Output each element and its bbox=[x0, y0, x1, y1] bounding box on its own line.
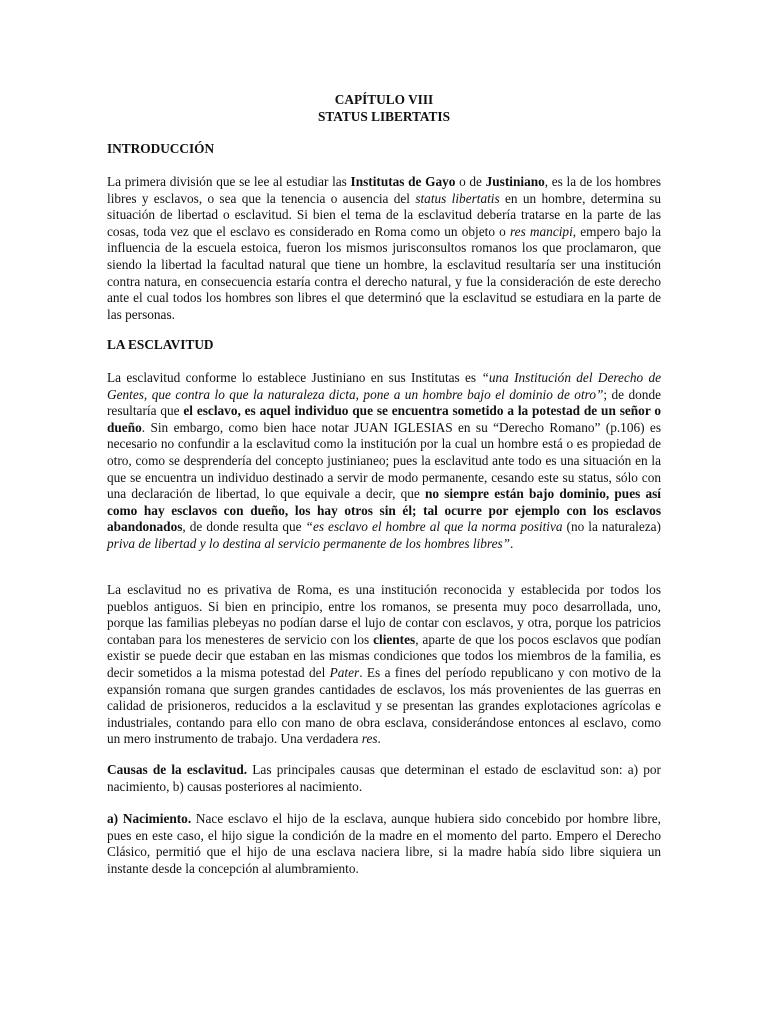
text-run: , de donde resulta que bbox=[182, 519, 306, 535]
section-heading-introduccion: INTRODUCCIÓN bbox=[107, 141, 215, 156]
bold-text-run: Institutas de Gayo bbox=[350, 174, 456, 189]
text-run: , es la de los hombres libres y esclavos, o sea que la tenencia o ausencia del bbox=[107, 174, 661, 206]
italic-text-run: res mancipi bbox=[510, 223, 573, 239]
paragraph-esclavitud-historia bbox=[107, 582, 661, 748]
chapter-subtitle: STATUS LIBERTATIS bbox=[318, 109, 450, 124]
italic-text-run: “es esclavo el hombre al que la norma positiva bbox=[305, 519, 563, 535]
italic-text-run: status libertatis bbox=[415, 190, 500, 206]
italic-text-run: “una Institución del Derecho de Gentes, que contra lo que la naturaleza dicta, pone a un hombre bajo el dominio de otro” bbox=[107, 370, 662, 402]
italic-text-run: Pater bbox=[329, 664, 360, 680]
text-run: ; de donde resultaría que bbox=[107, 386, 662, 419]
text-run: La primera división que se lee al estudiar las bbox=[107, 174, 351, 189]
italic-text-run: priva de libertad y lo destina al servicio permanente de los hombres libres” bbox=[107, 535, 511, 551]
paragraph-esclavitud-definicion bbox=[107, 370, 661, 553]
bold-text-run: el esclavo, es aquel individuo que se encuentra sometido a la potestad de un señor o dueño bbox=[107, 403, 661, 435]
text-run: La esclavitud conforme lo establece Justiniano en sus Institutas es bbox=[107, 370, 482, 385]
italic-text-run: res bbox=[361, 731, 378, 747]
text-run: . bbox=[377, 731, 381, 747]
text-run: en un hombre, determina su situación de libertad o esclavitud. Si bien el tema de la esclavitud debería tratarse en la parte de las cosas, toda vez que el esclavo es considerado en Roma como un objeto o bbox=[107, 190, 661, 239]
bold-text-run: Justiniano bbox=[485, 174, 545, 189]
paragraph-causas bbox=[107, 762, 661, 795]
chapter-title: CAPÍTULO VIII bbox=[334, 92, 434, 107]
text-run: . Es a fines del período republicano y con motivo de la expansión romana que surgen grandes cantidades de esclavos, los más provenientes de las guerras en calidad de prisioneros, reducidos a la esclavitud y se presentan las grandes explotaciones agrícolas e industriales, contando para ello con mano de obra esclava, considerándose entonces al esclavo, como un mero instrumento de trabajo. Una verdadera bbox=[107, 664, 661, 747]
text-run: Nace esclavo el hijo de la esclava, aunque hubiera sido concebido por hombre libre, pues en este caso, el hijo sigue la condición de la madre en el momento del parto. Empero el Derecho Clásico, permitió que el hijo de una esclava naciera libre, si la madre había sido libre siquiera un instante desde la concepción al alumbramiento. bbox=[107, 811, 661, 876]
text-run: . bbox=[510, 535, 514, 551]
paragraph-nacimiento bbox=[107, 811, 661, 877]
paragraph-introduccion bbox=[107, 174, 661, 323]
text-run: , empero bajo la influencia de la escuela estoica, fueron los mismos jurisconsultos romanos los que proclamaron, que siendo la libertad la facultad natural que tiene un hombre, la esclavitud resultaría ser una institución contra natura, en consecuencia estaría contra el derecho natural, y fue la consideración de este derecho ante el cual todos los hombres son libres el que determinó que la esclavitud se estudiara en la parte de las personas. bbox=[107, 223, 662, 322]
bold-text-run: clientes bbox=[373, 631, 416, 647]
text-run: La esclavitud no es privativa de Roma, es una institución reconocida y establecida por todos los pueblos antiguos. Si bien en principio, entre los romanos, se presenta muy poco desarrollada, uno, porque las familias plebeyas no podían darse el lujo de contar con esclavos, y otra, porque los patricios contaban para los menesteres de servicio con los bbox=[107, 582, 661, 647]
text-run: , aparte de que los pocos esclavos que podían existir se puede decir que estaban en las mismas condiciones que todos los miembros de la familia, es decir sometidos a la misma potestad del bbox=[107, 631, 661, 680]
bold-text-run: Causas de la esclavitud. bbox=[107, 762, 248, 777]
text-run: o de bbox=[455, 174, 486, 189]
text-run: . Sin embargo, como bien hace notar JUAN IGLESIAS en su “Derecho Romano” (p.106) es necesario no confundir a la esclavitud como la institución por la cual un hombre está o es propiedad de otro, como se desprendería del concepto justinianeo; pues la esclavitud ante todo es una situación en la que se encuentra un individuo destinado a servir de modo permanente, cesando este su status, sólo con una declaración de libertad, lo que equivale a decir, que bbox=[107, 419, 661, 502]
section-heading-esclavitud: LA ESCLAVITUD bbox=[107, 337, 214, 352]
text-run: Las principales causas que determinan el estado de esclavitud son: a) por nacimiento, b) causas posteriores al nacimiento. bbox=[107, 762, 661, 794]
text-run: (no la naturaleza) bbox=[562, 519, 661, 535]
bold-text-run: a) Nacimiento. bbox=[107, 811, 192, 826]
bold-text-run: no siempre están bajo dominio, pues así como hay esclavos con dueño, los hay otros sin él; tal ocurre por ejemplo con los esclavos abandonados bbox=[107, 486, 661, 535]
